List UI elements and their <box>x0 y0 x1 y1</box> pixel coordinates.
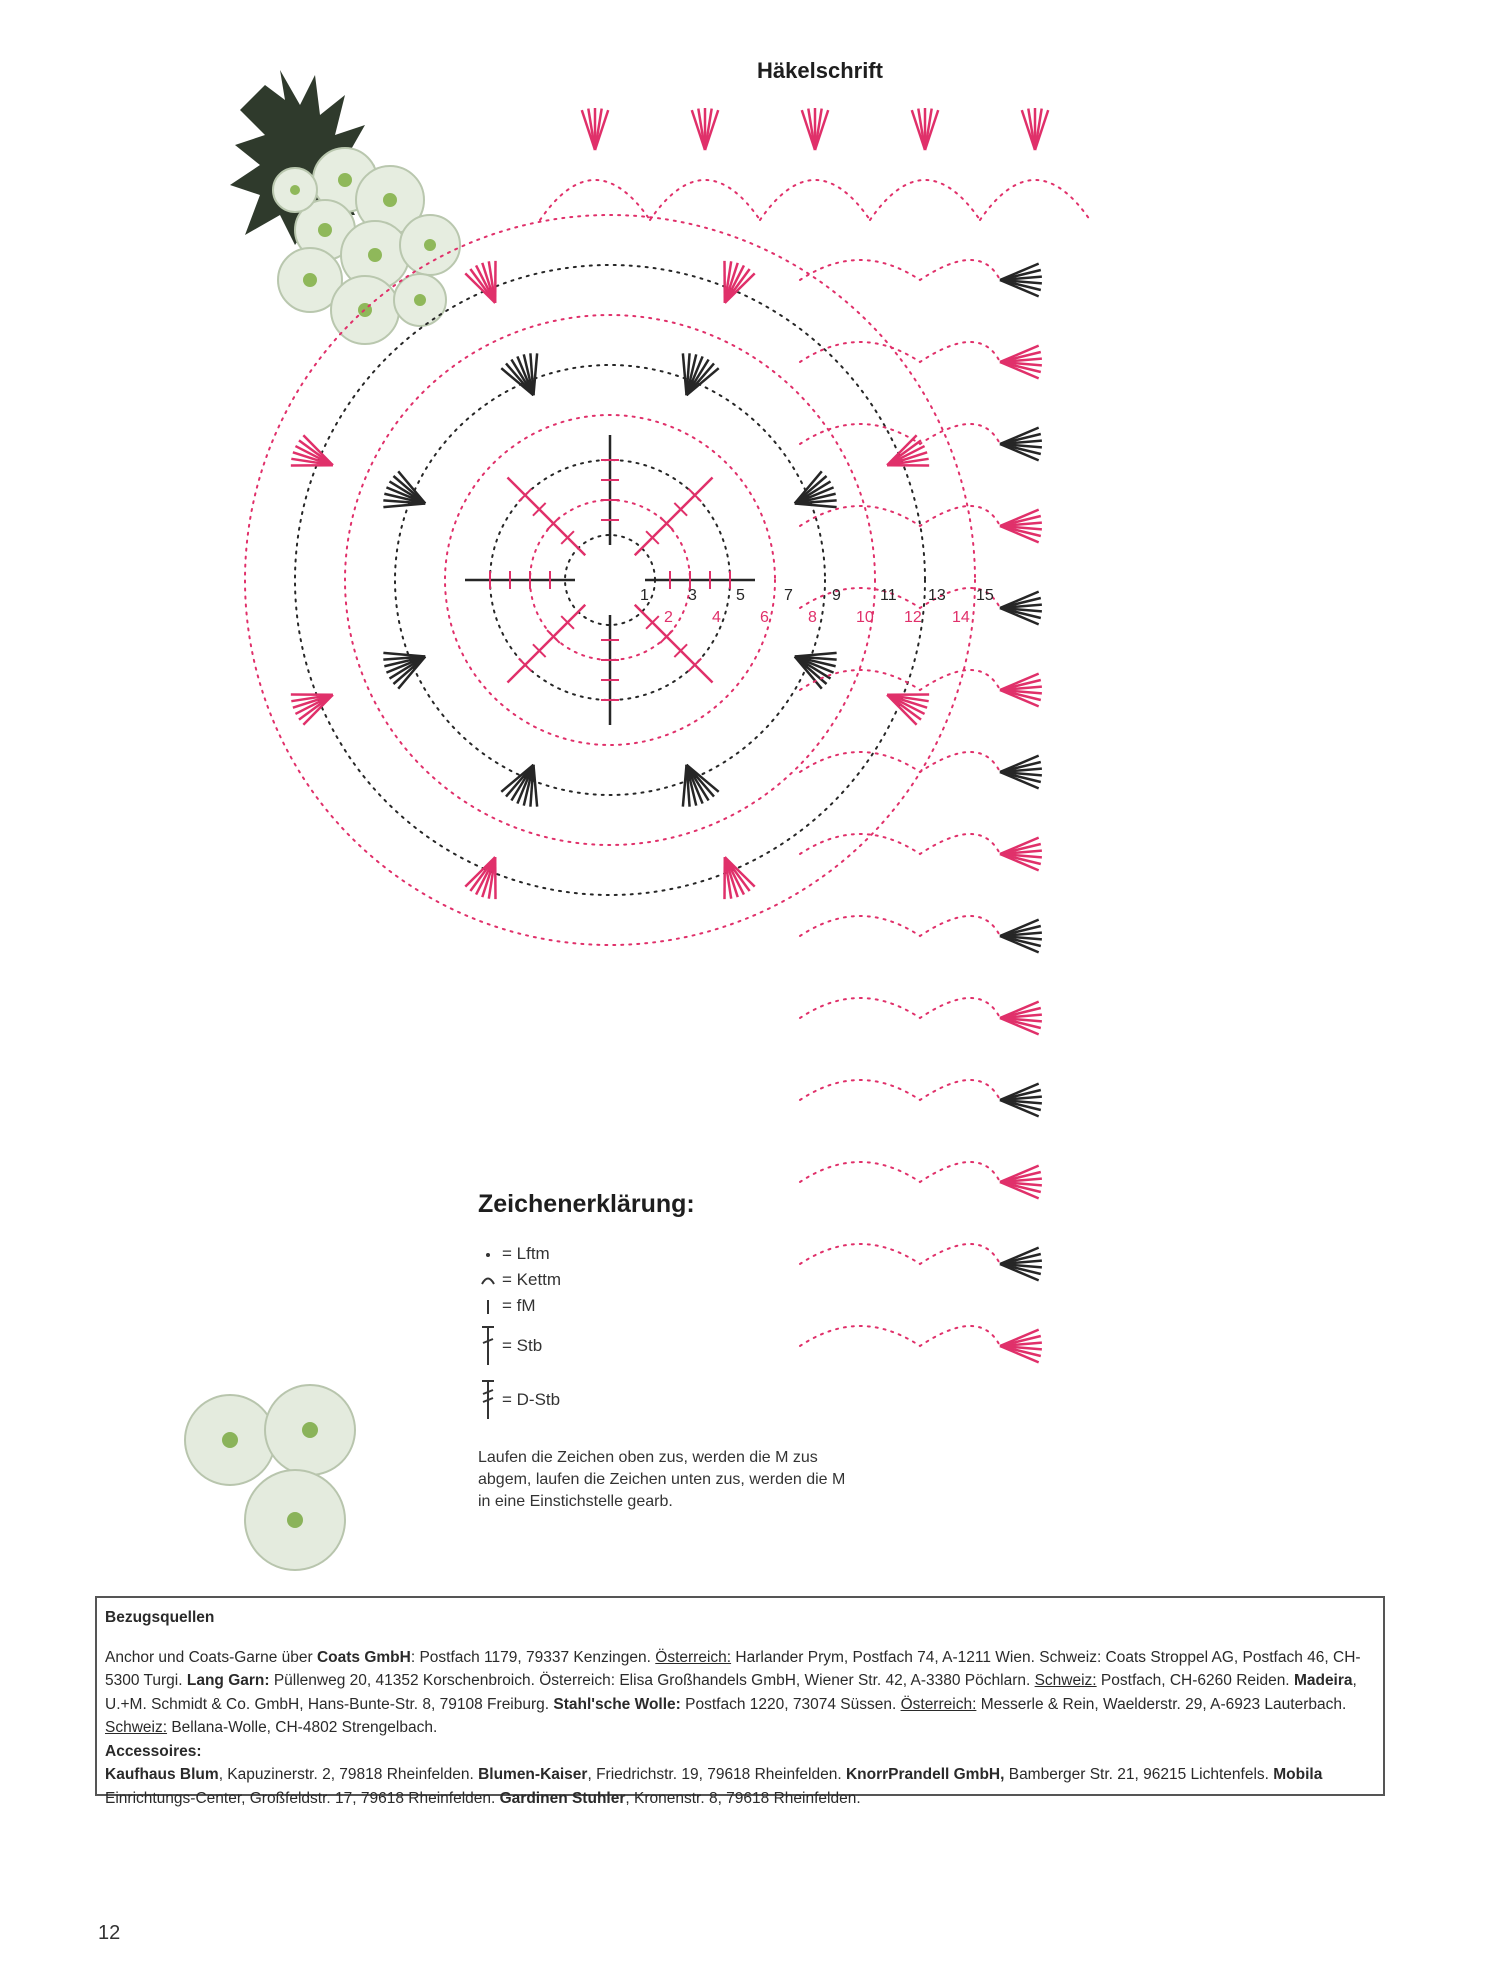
legend-item <box>478 1293 858 1319</box>
page-title: Häkelschrift <box>757 58 883 83</box>
round-number-label: 15 <box>976 587 994 604</box>
round-number-label: 9 <box>832 587 841 604</box>
round-number-label: 7 <box>784 587 793 604</box>
chain-stitch-icon <box>478 1241 498 1267</box>
round-number-label: 12 <box>904 609 922 626</box>
legend-label: = Kettm <box>502 1270 562 1289</box>
round-number-label: 4 <box>712 609 721 626</box>
legend-note: Laufen die Zeichen oben zus, werden die M zus abgem, laufen die Zeichen unten zus, werden die M in eine Einstichstelle gearb. <box>478 1449 846 1510</box>
round-number-label: 10 <box>856 609 874 626</box>
page-number: 12 <box>98 1922 121 1944</box>
legend-title: Zeichenerklärung: <box>478 1190 695 1218</box>
sources-box <box>95 1596 1385 1807</box>
round-number-label: 3 <box>688 587 697 604</box>
legend-item <box>478 1319 858 1373</box>
round-number-label: 2 <box>664 609 673 626</box>
legend-label: = D-Stb <box>502 1390 561 1409</box>
flower-photo-bottom <box>175 1375 380 1590</box>
round-number-label: 11 <box>880 587 897 604</box>
symbol-legend <box>478 1190 858 1513</box>
round-number-label: 1 <box>640 587 649 604</box>
accessories-heading: Accessoires: <box>105 1742 202 1760</box>
legend-item <box>478 1241 858 1267</box>
treble-crochet-icon <box>478 1377 498 1423</box>
legend-label: = Lftm <box>502 1244 550 1263</box>
round-number-label: 5 <box>736 587 745 604</box>
accessories-paragraph: Kaufhaus Blum, Kapuzinerstr. 2, 79818 Rheinfelden. Blumen-Kaiser, Friedrichstr. 19, 79618 Rheinfelden. KnorrPrandell GmbH, Bamberger Str. 21, 96215 Lichtenfels. Mobila Einrichtungs-Center, Großfeldstr. 17, 79618 Rheinfelden. Gardinen Stuhler, Kronenstr. 8, 79618 Rheinfelden. <box>105 1766 1323 1807</box>
sources-heading: Bezugsquellen <box>105 1609 215 1626</box>
round-numbers <box>640 587 994 626</box>
legend-item <box>478 1267 858 1293</box>
round-number-label: 6 <box>760 609 769 626</box>
round-number-label: 8 <box>808 609 817 626</box>
slip-stitch-icon <box>478 1267 498 1293</box>
legend-item <box>478 1373 858 1427</box>
double-crochet-icon <box>478 1323 498 1369</box>
round-number-label: 14 <box>952 609 970 626</box>
single-crochet-icon <box>478 1293 498 1319</box>
chart-stitches <box>245 108 1090 1362</box>
sources-paragraph: Anchor und Coats-Garne über Coats GmbH: Postfach 1179, 79337 Kenzingen. Österreich: Harlander Prym, Postfach 74, A-1211 Wien. Schweiz: Coats Stroppel AG, Postfach 46, CH-5300 Turgi. Lang Garn: Püllenweg 20, 41352 Korschenbroich. Österreich: Elisa Großhandels GmbH, Wiener Str. 42, A-3380 Pöchlarn. Schweiz: Postfach, CH-6260 Reiden. Madeira, U.+M. Schmidt & Co. GmbH, Hans-Bunte-Str. 8, 79108 Freiburg. Stahl'sche Wolle: Postfach 1220, 73074 Süssen. Österreich: Messerle & Rein, Waelderstr. 29, A-6923 Lauterbach. Schweiz: Bellana-Wolle, CH-4802 Strengelbach. <box>105 1648 1361 1736</box>
round-number-label: 13 <box>928 587 946 604</box>
legend-label: = fM <box>502 1296 536 1315</box>
legend-label: = Stb <box>502 1336 543 1355</box>
